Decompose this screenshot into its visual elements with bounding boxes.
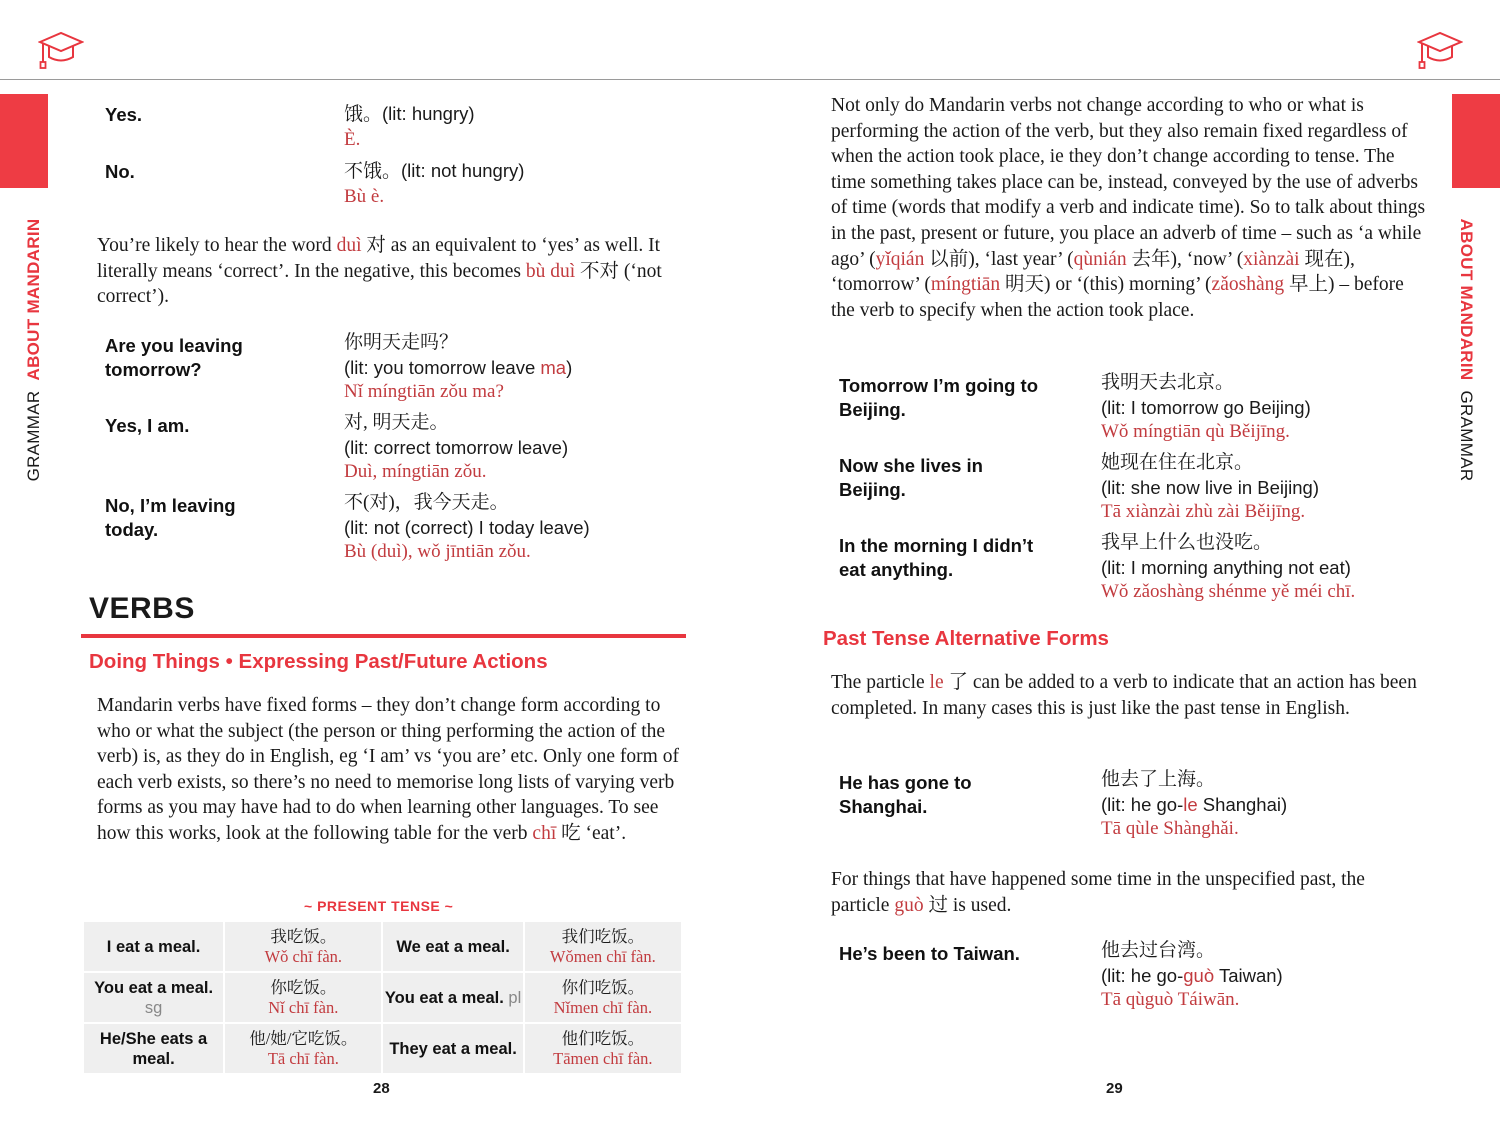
example-english: Yes. xyxy=(105,104,143,125)
example-english: No. xyxy=(105,161,135,182)
example-chinese: 不(对)，我今天走。 (lit: not (correct) I today leave) Bù (duì), wǒ jīntiān zǒu. xyxy=(344,492,590,562)
guo-paragraph: For things that have happened some time in the unspecified past, the particle guò 过 is used. xyxy=(831,869,1365,916)
table-row xyxy=(84,973,681,1022)
table-cell-english: He/She eats a meal. xyxy=(84,1024,223,1073)
example-english: In the morning I didn’t eat anything. xyxy=(839,535,1034,580)
example-chinese: 她现在住在北京。 (lit: she now live in Beijing) Tā xiànzài zhù zài Běijīng. xyxy=(1101,452,1319,522)
le-paragraph: The particle le 了 can be added to a verb to indicate that an action has been completed. In many cases this is just like the past tense in English. xyxy=(831,672,1417,719)
example-chinese: 饿。(lit: hungry) È. xyxy=(344,103,475,150)
running-head-section: GRAMMAR xyxy=(1457,390,1476,482)
example-chinese: 你明天走吗？ (lit: you tomorrow leave ma) Nǐ míngtiān zǒu ma? xyxy=(344,332,573,402)
running-head-chapter: ABOUT MANDARIN xyxy=(24,218,43,381)
graduation-cap-icon xyxy=(1417,30,1463,72)
example-chinese: 我早上什么也没吃。 (lit: I morning anything not eat) Wǒ zǎoshàng shénme yě méi chī. xyxy=(1101,532,1356,602)
table-cell-chinese: 他/她/它吃饭。 Tā chī fàn. xyxy=(225,1024,381,1073)
table-cell-english: We eat a meal. xyxy=(383,922,522,971)
verbs-paragraph: Mandarin verbs have fixed forms – they don’t change form according to who or what the subject (the person or thing performing the action of the verb) is, as they do in English, eg ‘I am’ vs ‘you are’ etc. Only one form of each verb exists, so there’s no need to memorise long lists of varying verb forms as you may have had to do when learning other languages. To see how this works, look at the following table for the verb chī 吃 ‘eat’. xyxy=(97,695,679,844)
example-chinese: 他去过台湾。 (lit: he go-guò Taiwan) Tā qùguò Táiwān. xyxy=(1101,940,1283,1010)
right-running-head xyxy=(1456,219,1476,482)
right-section-tab xyxy=(1452,94,1500,188)
running-head-chapter: ABOUT MANDARIN xyxy=(1457,218,1476,381)
heading-rule xyxy=(81,634,686,638)
example-chinese: 我明天去北京。 (lit: I tomorrow go Beijing) Wǒ míngtiān qù Běijīng. xyxy=(1101,372,1311,442)
table-cell-english: I eat a meal. xyxy=(84,922,223,971)
table-cell-english: They eat a meal. xyxy=(383,1024,522,1073)
table-cell-chinese: 我吃饭。 Wǒ chī fàn. xyxy=(225,922,381,971)
example-english: He has gone to Shanghai. xyxy=(839,772,972,817)
table-cell-chinese: 我们吃饭。 Wǒmen chī fàn. xyxy=(525,922,681,971)
table-row xyxy=(84,922,681,971)
subheading: Doing Things • Expressing Past/Future Actions xyxy=(89,650,548,673)
table-cell-english: You eat a meal. sg xyxy=(84,973,223,1022)
table-row xyxy=(84,1024,681,1073)
left-section-tab xyxy=(0,94,48,188)
table-cell-chinese: 你吃饭。 Nǐ chī fàn. xyxy=(225,973,381,1022)
dui-paragraph: You’re likely to hear the word duì 对 as an equivalent to ‘yes’ as well. It literally means ‘correct’. In the negative, this becomes bù duì 不对 (‘not correct’). xyxy=(97,235,662,308)
page-number: 28 xyxy=(373,1080,390,1097)
example-english: Tomorrow I’m going to Beijing. xyxy=(839,375,1039,420)
example-english: No, I’m leaving today. xyxy=(105,495,236,540)
example-english: Yes, I am. xyxy=(105,415,190,436)
example-chinese: 对, 明天走。 (lit: correct tomorrow leave) Duì, míngtiān zǒu. xyxy=(344,412,569,482)
example-english: Now she lives in Beijing. xyxy=(839,455,983,500)
example-english: Are you leaving tomorrow? xyxy=(105,335,243,380)
page-number: 29 xyxy=(1106,1080,1123,1097)
subheading: Past Tense Alternative Forms xyxy=(823,627,1109,650)
table-cell-english: You eat a meal. pl xyxy=(383,973,522,1022)
table-cell-chinese: 他们吃饭。 Tāmen chī fàn. xyxy=(525,1024,681,1073)
header-divider xyxy=(0,79,1500,80)
running-head-section: GRAMMAR xyxy=(24,390,43,482)
section-heading: VERBS xyxy=(89,592,195,625)
example-chinese: 他去了上海。 (lit: he go-le Shanghai) Tā qùle Shànghǎi. xyxy=(1101,769,1288,839)
table-caption: ~ PRESENT TENSE ~ xyxy=(304,898,454,914)
present-tense-table xyxy=(82,920,683,1075)
adverbs-paragraph: Not only do Mandarin verbs not change according to who or what is performing the action of the verb, but they also remain fixed regardless of when the action took place, ie they don’t change according to tense. The time something takes place can be, instead, conveyed by the use of adverbs of time (words that modify a verb and indicate time). So to talk about things in the past, present or future, you place an adverb of time – such as ‘a while ago’ (yǐqián 以前), ‘last year’ (qùnián 去年), ‘now’ (xiànzài 现在), ‘tomorrow’ (míngtiān 明天) or ‘(this) morning’ (zǎoshàng 早上) – before the verb to specify when the action took place. xyxy=(831,95,1426,321)
example-english: He’s been to Taiwan. xyxy=(839,943,1020,964)
table-cell-chinese: 你们吃饭。 Nǐmen chī fàn. xyxy=(525,973,681,1022)
graduation-cap-icon xyxy=(38,30,84,72)
left-running-head xyxy=(24,219,44,482)
example-chinese: 不饿。(lit: not hungry) Bù è. xyxy=(344,160,525,207)
